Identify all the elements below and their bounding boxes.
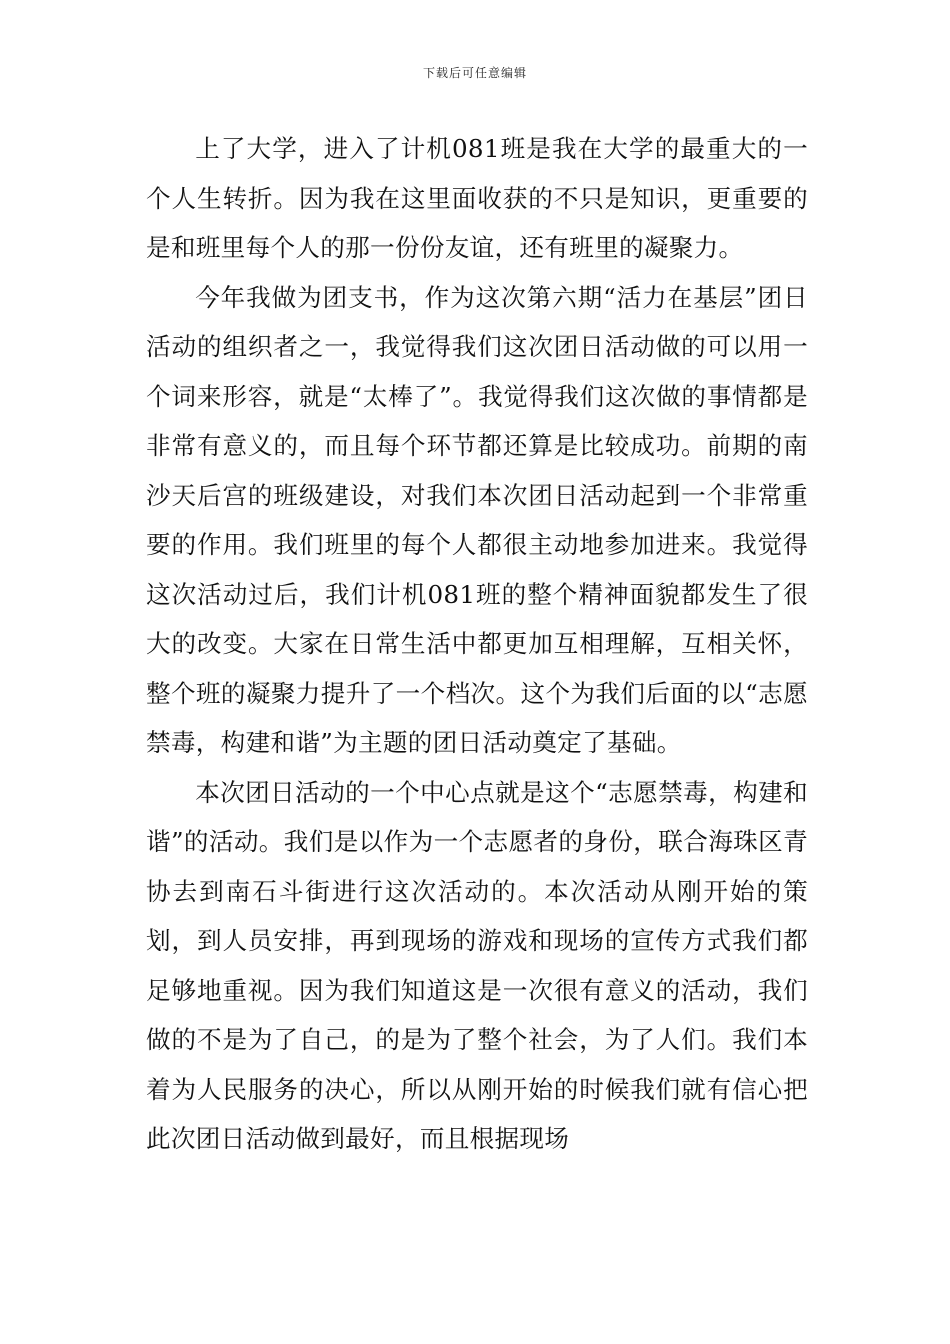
- paragraph-1: 上了大学，进入了计机081班是我在大学的最重大的一个人生转折。因为我在这里面收获的不只是知识，更重要的是和班里每个人的那一份份友谊，还有班里的凝聚力。: [146, 134, 808, 262]
- paragraph-3: 本次团日活动的一个中心点就是这个“志愿禁毒，构建和谐”的活动。我们是以作为一个志愿者的身份，联合海珠区青协去到南石斗街进行这次活动的。本次活动从刚开始的策划，到人员安排，再到现场的游戏和现场的宣传方式我们都足够地重视。因为我们知道这是一次很有意义的活动，我们做的不是为了自己，的是为了整个社会，为了人们。我们本着为人民服务的决心，所以从刚开始的时候我们就有信心把此次团日活动做到最好，而且根据现场: [146, 777, 808, 1153]
- header-note: 下载后可任意编辑: [422, 66, 527, 80]
- paragraph-2: 今年我做为团支书，作为这次第六期“活力在基层”团日活动的组织者之一，我觉得我们这次团日活动做的可以用一个词来形容，就是“太棒了”。我觉得我们这次做的事情都是非常有意义的，而且每个环节都还算是比较成功。前期的南沙天后宫的班级建设，对我们本次团日活动起到一个非常重要的作用。我们班里的每个人都很主动地参加进来。我觉得这次活动过后，我们计机081班的整个精神面貌都发生了很大的改变。大家在日常生活中都更加互相理解，互相关怀，整个班的凝聚力提升了一个档次。这个为我们后面的以“志愿禁毒，构建和谐”为主题的团日活动奠定了基础。: [146, 282, 808, 757]
- document-body: [146, 124, 808, 1164]
